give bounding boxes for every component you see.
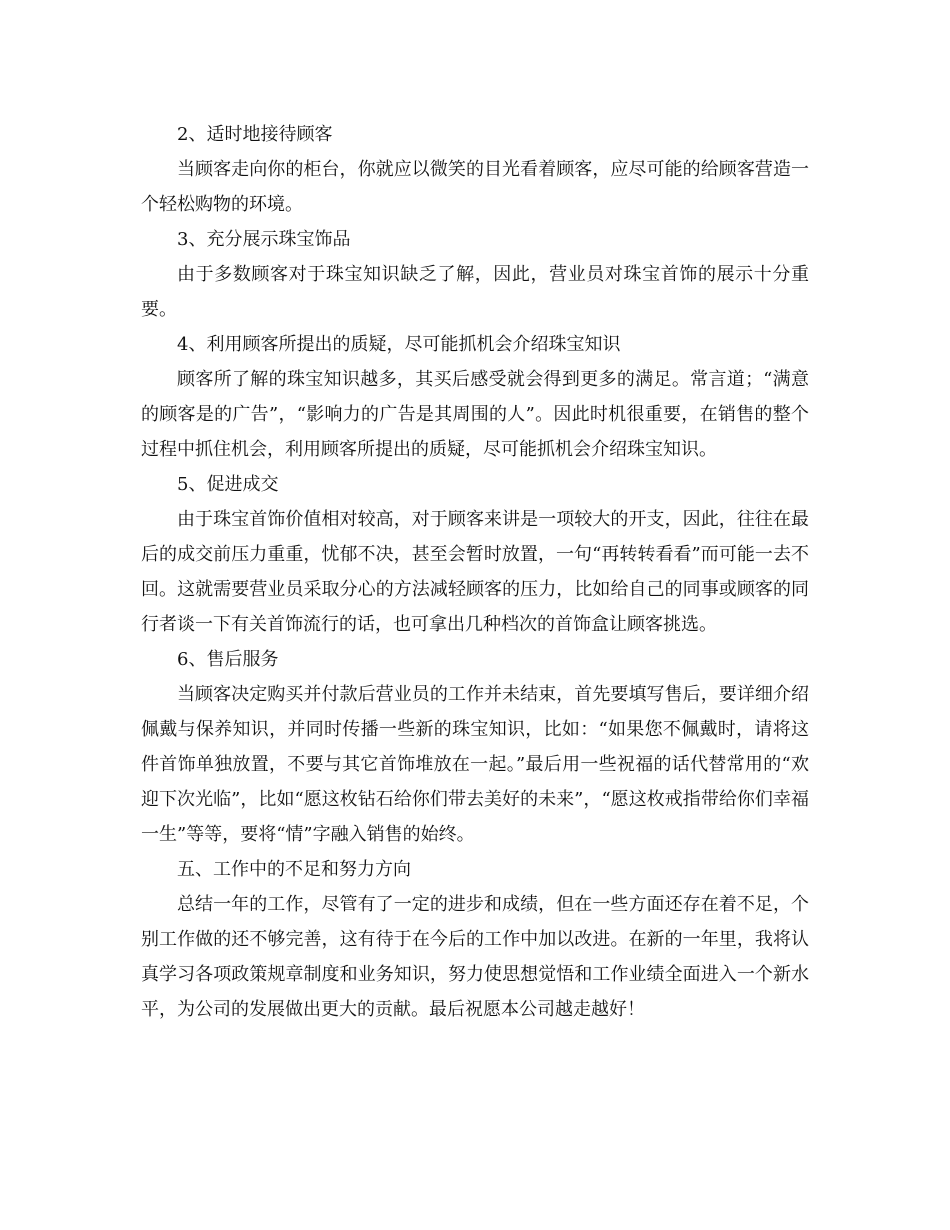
section-heading-closing-deal: 5、促进成交: [177, 474, 279, 495]
section-heading-knowledge: 4、利用顾客所提出的质疑，尽可能抓机会介绍珠宝知识: [177, 334, 621, 355]
document-body: [141, 117, 809, 1027]
paragraph-display: 由于多数顾客对于珠宝知识缺乏了解，因此，营业员对珠宝首饰的展示十分重要。: [141, 264, 809, 320]
section-heading-display: 3、充分展示珠宝饰品: [177, 229, 351, 250]
paragraph-closing-deal: 由于珠宝首饰价值相对较高，对于顾客来讲是一项较大的开支，因此，往往在最后的成交前压力重重，忧郁不决，甚至会暂时放置，一句“再转转看看”而可能一去不回。这就需要营业员采取分心的方法减轻顾客的压力，比如给自己的同事或顾客的同行者谈一下有关首饰流行的话，也可拿出几种档次的首饰盒让顾客挑选。: [141, 509, 809, 635]
section-heading-after-sales: 6、售后服务: [177, 649, 279, 670]
paragraph-shortcomings: 总结一年的工作，尽管有了一定的进步和成绩，但在一些方面还存在着不足，个别工作做的还不够完善，这有待于在今后的工作中加以改进。在新的一年里，我将认真学习各项政策规章制度和业务知识，努力使思想觉悟和工作业绩全面进入一个新水平，为公司的发展做出更大的贡献。最后祝愿本公司越走越好！: [141, 894, 809, 1020]
section-heading-shortcomings: 五、工作中的不足和努力方向: [177, 859, 411, 880]
paragraph-knowledge: 顾客所了解的珠宝知识越多，其买后感受就会得到更多的满足。常言道；“满意的顾客是的广告”，“影响力的广告是其周围的人”。因此时机很重要，在销售的整个过程中抓住机会，利用顾客所提出的质疑，尽可能抓机会介绍珠宝知识。: [141, 369, 809, 460]
section-heading-greet: 2、适时地接待顾客: [177, 124, 333, 145]
paragraph-greet: 当顾客走向你的柜台，你就应以微笑的目光看着顾客，应尽可能的给顾客营造一个轻松购物的环境。: [141, 159, 809, 215]
paragraph-after-sales: 当顾客决定购买并付款后营业员的工作并未结束，首先要填写售后，要详细介绍佩戴与保养知识，并同时传播一些新的珠宝知识，比如：“如果您不佩戴时，请将这件首饰单独放置，不要与其它首饰堆放在一起。”最后用一些祝福的话代替常用的“欢迎下次光临”，比如“愿这枚钻石给你们带去美好的未来”，“愿这枚戒指带给你们幸福一生”等等，要将“情”字融入销售的始终。: [141, 684, 809, 845]
